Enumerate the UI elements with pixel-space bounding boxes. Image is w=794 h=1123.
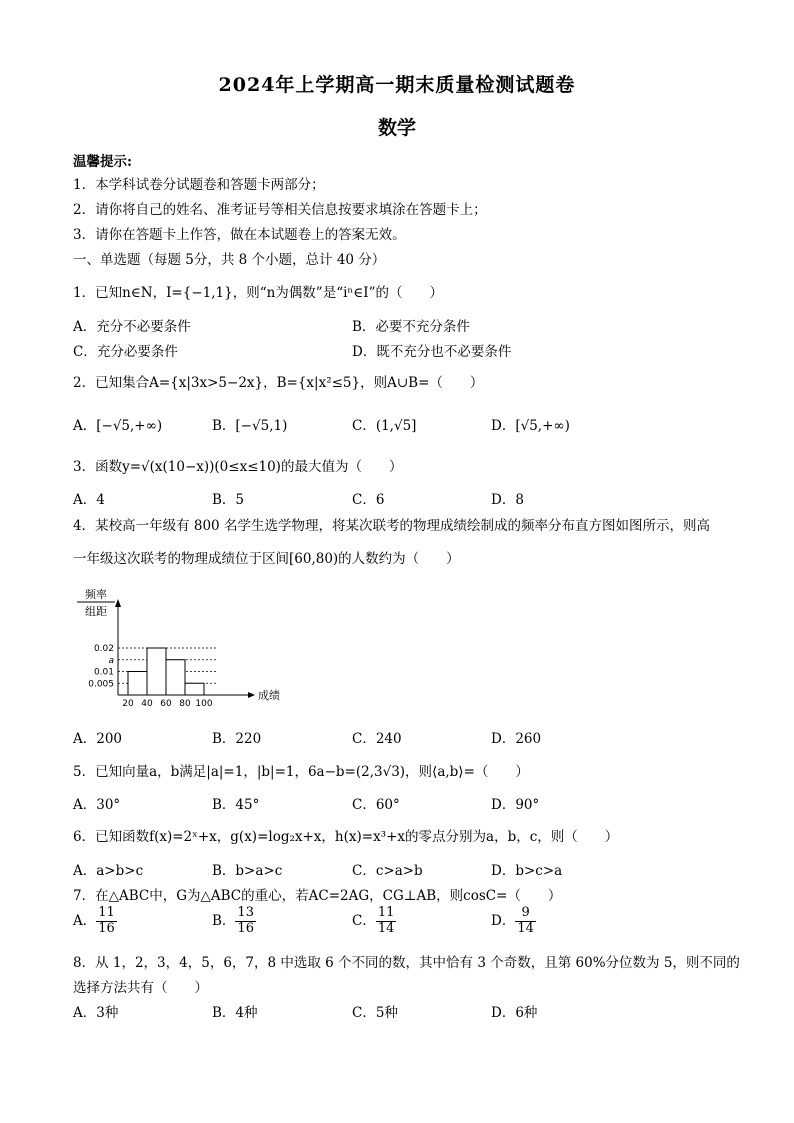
x-tick-label: 100 (195, 699, 213, 709)
frequency-histogram (75, 585, 280, 715)
x-tick-label: 80 (179, 699, 191, 709)
fraction-denominator: 14 (377, 920, 395, 936)
fraction (235, 906, 256, 937)
fraction (96, 906, 117, 937)
x-axis-label: 成绩 (258, 689, 280, 702)
question-stem: 5．已知向量a，b满足|a|=1，|b|=1，6a−b=(2,3√3)，则⟨a,b⟩=（ ） (73, 764, 529, 780)
y-tick-label: a (108, 655, 114, 666)
exam-title: 2024年上学期高一期末质量检测试题卷 (218, 74, 576, 96)
question-stem: 7．在△ABC中，G为△ABC的重心，若AC=2AG，CG⊥AB，则cosC=（ ） (73, 888, 562, 904)
option-c: C．c>a>b (352, 863, 423, 879)
option-d: D．b>c>a (491, 863, 563, 879)
question-stem: 6．已知函数f(x)=2ˣ+x，g(x)=log₂x+x，h(x)=x³+x的零点分别为a，b，c，则（ ） (73, 829, 619, 845)
y-tick-label: 0.005 (88, 679, 114, 690)
option-a (73, 906, 117, 937)
option-c: C．6 (352, 492, 385, 508)
option-b: B．4种 (212, 1005, 258, 1021)
question-stem: 1．已知n∈N，I={−1,1}，则“n为偶数”是“iⁿ∈I”的（ ） (73, 285, 443, 301)
option-c: C．60° (352, 797, 400, 813)
fraction-denominator: 16 (98, 920, 115, 936)
tips-heading: 温馨提示: (73, 154, 132, 170)
option-d: D．[√5,+∞) (491, 418, 570, 434)
x-tick-label: 20 (122, 699, 134, 709)
option-a: A．4 (73, 492, 105, 508)
tip-item: 1．本学科试卷分试题卷和答题卡两部分； (73, 177, 325, 193)
histogram-bar (166, 660, 185, 695)
option-d: D．既不充分也不必要条件 (352, 344, 512, 360)
option-c: C．240 (352, 731, 402, 747)
question-stem: 4．某校高一年级有 800 名学生选学物理，将某次联考的物理成绩绘制成的频率分布直方图如图所示，则高 (73, 518, 710, 534)
option-a: A．充分不必要条件 (73, 319, 191, 335)
y-axis-arrow (115, 599, 121, 607)
option-label: A． (73, 912, 97, 929)
option-a: A．200 (73, 731, 123, 747)
option-a: A．3种 (73, 1005, 119, 1021)
option-a: A．30° (73, 797, 121, 813)
question-stem-continued: 选择方法共有（ ） (73, 980, 208, 996)
tip-item: 3．请你在答题卡上作答，做在本试题卷上的答案无效。 (73, 227, 406, 243)
fraction (376, 906, 397, 937)
x-tick-label: 60 (160, 699, 172, 709)
option-b: B．必要不充分条件 (352, 319, 470, 335)
option-d: D．90° (491, 797, 540, 813)
x-axis-arrow (248, 692, 255, 698)
fraction-denominator: 14 (517, 920, 534, 936)
option-label: D． (491, 912, 516, 929)
question-stem: 8．从 1，2，3，4，5，6，7，8 中选取 6 个不同的数，其中恰有 3 个奇数，且第 60%分位数为 5，则不同的 (73, 955, 740, 971)
y-axis-label-top: 频率 (85, 588, 107, 601)
histogram-bar (185, 683, 204, 695)
section-heading: 一、单选题（每题 5分，共 8 个小题，总计 40 分） (73, 252, 386, 268)
fraction-numerator: 11 (98, 905, 115, 920)
fraction-numerator: 9 (515, 906, 536, 922)
fraction-numerator: 11 (377, 905, 395, 920)
fraction-numerator: 13 (237, 905, 254, 920)
option-d: D．8 (491, 492, 524, 508)
fraction (515, 906, 536, 937)
option-label: C． (352, 912, 376, 929)
option-c: C．充分必要条件 (73, 344, 178, 360)
option-c: C．5种 (352, 1005, 398, 1021)
histogram-bar (147, 648, 166, 695)
question-stem: 3．函数y=√(x(10−x))(0≤x≤10)的最大值为（ ） (73, 459, 403, 475)
option-b: B．220 (212, 731, 262, 747)
option-a: A．a>b>c (73, 863, 144, 879)
subject-title: 数学 (377, 117, 416, 139)
option-b: B．5 (212, 492, 245, 508)
y-axis-label-bottom: 组距 (85, 605, 107, 618)
option-a: A．[−√5,+∞) (73, 418, 163, 434)
question-stem: 2．已知集合A={x|3x>5−2x}，B={x|x²≤5}，则A∪B=（ ） (73, 375, 484, 391)
option-d: D．260 (491, 731, 542, 747)
y-tick-label: 0.01 (93, 667, 114, 678)
option-d: D．6种 (491, 1005, 538, 1021)
option-d (491, 906, 536, 937)
option-label: B． (212, 912, 236, 929)
option-b: B．[−√5,1) (212, 418, 288, 434)
option-c (352, 906, 396, 937)
tip-item: 2．请你将自己的姓名、准考证号等相关信息按要求填涂在答题卡上； (73, 202, 487, 218)
histogram-bar (128, 672, 147, 696)
option-c: C．(1,√5] (352, 418, 417, 434)
y-tick-label: 0.02 (93, 644, 114, 654)
fraction-denominator: 16 (237, 920, 254, 936)
option-b: B．45° (212, 797, 260, 813)
option-b: B．b>a>c (212, 863, 283, 879)
x-tick-label: 40 (141, 699, 153, 709)
question-stem-continued: 一年级这次联考的物理成绩位于区间[60,80)的人数约为（ ） (73, 551, 460, 567)
option-b (212, 906, 256, 937)
